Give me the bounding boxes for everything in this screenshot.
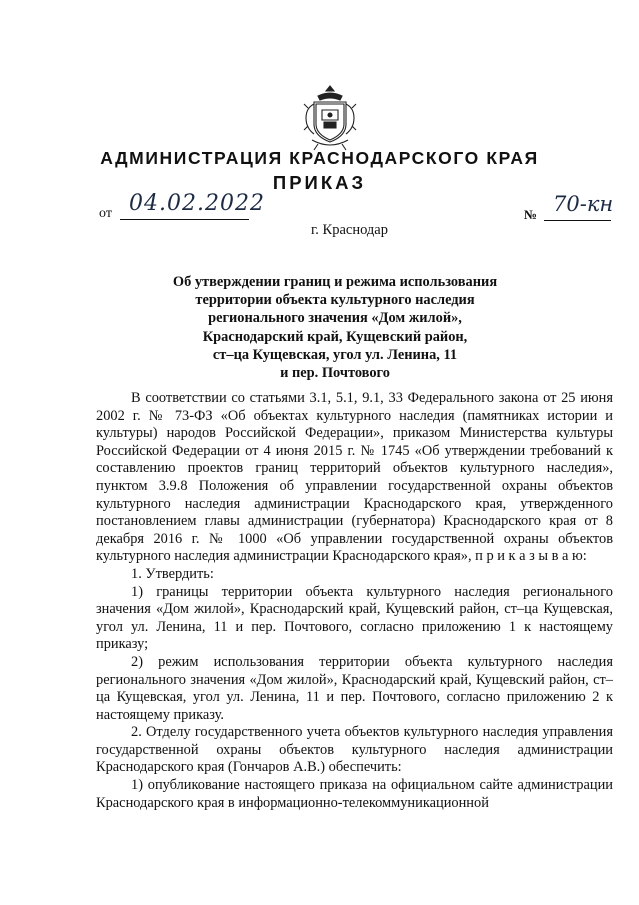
document-body: [96, 390, 613, 812]
title-line: ст–ца Кущевская, угол ул. Ленина, 11: [212, 346, 458, 363]
preamble-command: п р и к а з ы в а ю:: [475, 548, 587, 565]
city-name: г. Краснодар: [310, 222, 388, 238]
organization-name: АДМИНИСТРАЦИЯ КРАСНОДАРСКОГО КРАЯ: [100, 148, 539, 168]
number-label: №: [524, 207, 538, 222]
number-underline: [544, 220, 611, 221]
date-label: от: [99, 206, 112, 221]
title-line: Об утверждении границ и режима использования: [172, 274, 498, 290]
preamble-paragraph: [96, 390, 613, 566]
title-line: и пер. Почтового: [280, 365, 390, 382]
document-title: [150, 273, 520, 382]
handwritten-date: 04.02.2022: [129, 191, 265, 216]
clause-1: 1. Утвердить:: [131, 565, 214, 582]
title-line: территории объекта культурного наследия: [195, 292, 475, 309]
document-type: ПРИКАЗ: [272, 172, 367, 193]
clause-2: 2. Отделу государственного учета объектов культурного наследия управления государственной охраны объектов культурного наследия администрации Краснодарского края (Гончаров А.В.) обеспечить:: [96, 724, 613, 776]
clause-1-1: 1) границы территории объекта культурного наследия регионального значения «Дом жилой», Краснодарский край, Кущевский район, ст–ца Кущевская, угол ул. Ленина, 11 и пер. Почтового, согласно приложению 1 к настоящему приказу;: [96, 583, 613, 653]
coat-of-arms-emblem: [300, 82, 360, 152]
date-underline: [120, 219, 249, 220]
clause-1-2: 2) режим использования территории объекта культурного наследия регионального значения «Дом жилой», Краснодарский край, Кущевский район, ст–ца Кущевская, угол ул. Ленина, 11 и пер. Почтового, согласно приложению 2 к настоящему приказу.: [96, 653, 613, 723]
title-line: Краснодарский край, Кущевский район,: [202, 328, 468, 345]
preamble-text: В соответствии со статьями 3.1, 5.1, 9.1, 33 Федерального закона от 25 июня 2002 г. № 73-ФЗ «Об объектах культурного наследия (памятниках истории и культуры) народов Российской Федерации», приказом Министерства культуры Российской Федерации от 4 июня 2015 г. № 1745 «Об утверждении требований к составлению проектов границ территорий объектов культурного наследия», пунктом 3.9.8 Положения об управлении государственной охраны объектов культурного наследия администрации Краснодарского края, утвержденного постановлением главы администрации (губернатора) Краснодарского края от 8 декабря 2016 г. № 1000 «Об управлении государственной охраны объектов культурного наследия администрации Краснодарского края»,: [96, 390, 613, 565]
handwritten-number: 70-кн: [553, 192, 614, 216]
clause-2-1: 1) опубликование настоящего приказа на официальном сайте администрации Краснодарского края в информационно-телекоммуникационной: [96, 777, 613, 811]
title-line: регионального значения «Дом жилой»,: [208, 310, 462, 327]
